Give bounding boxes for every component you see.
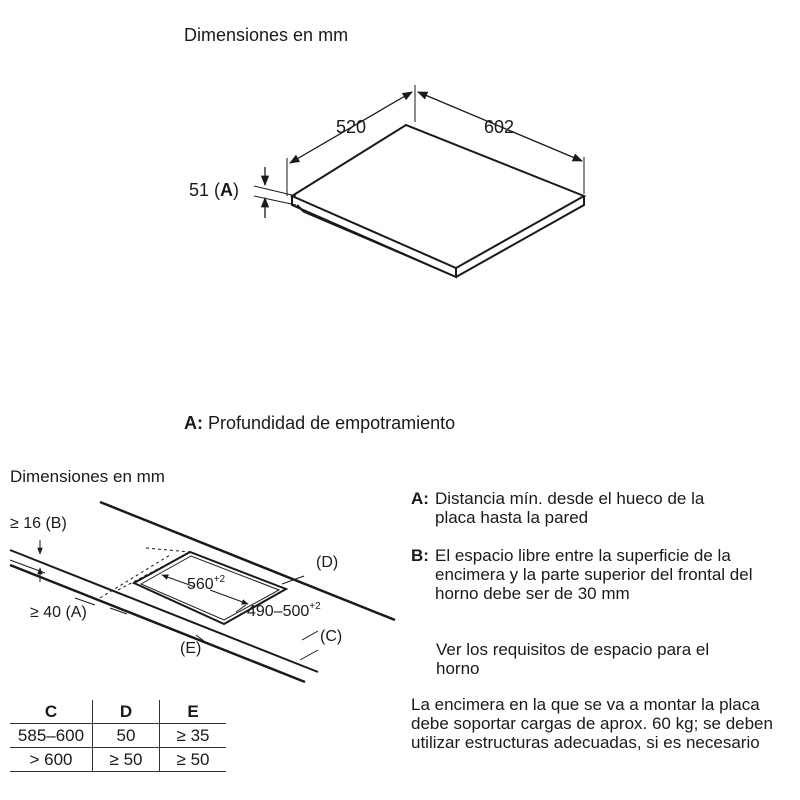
label-490: $490-500^{+2}$: [247, 601, 321, 620]
dim-label-602: 602: [484, 117, 515, 137]
table-row: [10, 748, 226, 772]
legend-key-a: A:: [411, 489, 429, 508]
table-cell: ≥ 50: [93, 748, 160, 772]
table-header-c: C: [10, 700, 93, 724]
top-legend-text: Profundidad de empotramiento: [208, 413, 456, 433]
legend-item-b: [411, 546, 796, 606]
note-load: La encimera en la que se va a montar la placa debe soportar cargas de aprox. 60 kg; se deben utilizar estructuras adecuadas, si es necesario: [411, 695, 773, 752]
label-b: ≥ 16 (B): [10, 515, 67, 532]
table-cell: > 600: [10, 748, 93, 772]
top-legend: [184, 413, 455, 434]
table-row: [10, 724, 226, 748]
table-header-d: D: [93, 700, 160, 724]
dim-label-height: 51 (A): [189, 180, 240, 200]
table-cell: 585–600: [10, 724, 93, 748]
table-header-row: [10, 700, 226, 724]
cooktop-outline: [292, 125, 584, 277]
clearance-table: [10, 700, 226, 772]
cutout-diagram: [0, 490, 400, 690]
table-header-e: E: [160, 700, 227, 724]
note-oven: Ver los requisitos de espacio para el horno: [436, 640, 710, 678]
top-title: Dimensiones en mm: [184, 25, 349, 45]
legend-text-b: El espacio libre entre la superficie de la encimera y la parte superior del frontal del horno debe ser de 30 mm: [435, 546, 753, 603]
table-cell: 50: [93, 724, 160, 748]
legend-item-a: [411, 489, 796, 529]
label-d: (D): [316, 554, 339, 571]
label-e: (E): [180, 640, 202, 657]
legend-key-b: B:: [411, 546, 429, 565]
label-560: $560^{+2}$: [187, 574, 226, 593]
bottom-title: Dimensiones en mm: [10, 467, 165, 486]
top-legend-key: A:: [184, 413, 203, 433]
dim-label-520: 520: [336, 117, 367, 137]
legend-text-a: Distancia mín. desde el hueco de la placa hasta la pared: [435, 489, 705, 527]
label-a: ≥ 40 (A): [30, 604, 87, 621]
table-cell: ≥ 50: [160, 748, 227, 772]
table-cell: ≥ 35: [160, 724, 227, 748]
label-c: (C): [320, 628, 343, 645]
extension-lines: [254, 85, 584, 205]
cooktop-dimension-drawing: [0, 60, 800, 360]
